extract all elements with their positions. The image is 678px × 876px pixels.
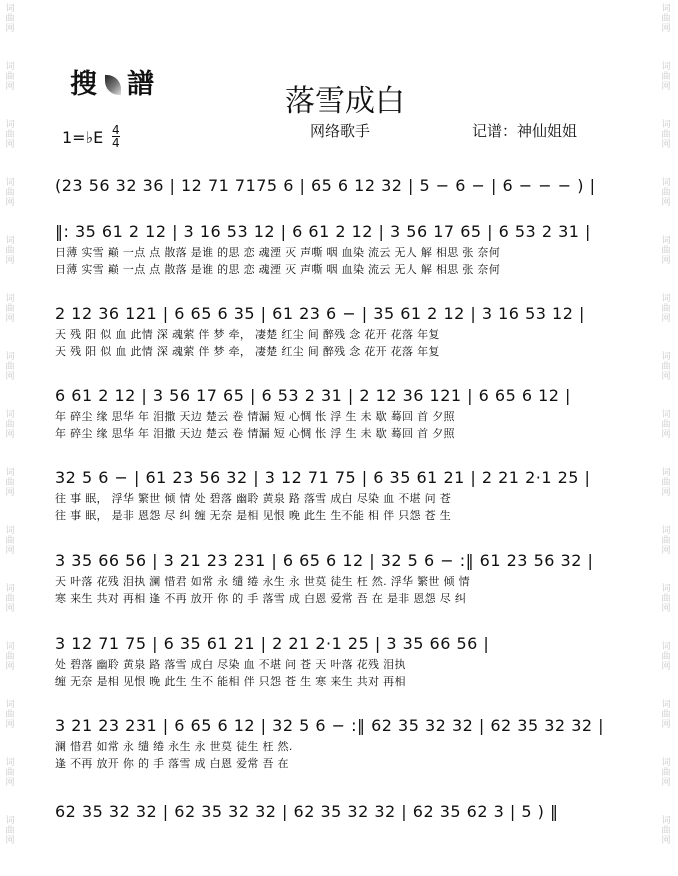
- watermark-text: 词 曲 网: [5, 642, 15, 672]
- watermark-text: 词 曲 网: [5, 700, 15, 730]
- logo-text-a: 搜: [70, 69, 99, 100]
- notes-line: 2 12 36 121 | 6 65 6 35 | 61 23 6 − | 35 61 2 12 | 3 16 53 12 |: [55, 304, 585, 323]
- lyric-line-1: 年 碎尘 缘 思华 年 泪撒 天边 楚云 卷 情漏 短 心惆 怅 浮 生 未 歇 蓦回 首 夕照: [55, 410, 455, 423]
- song-title: 落雪成白: [285, 84, 405, 119]
- watermark-text: 词 曲 网: [5, 4, 15, 34]
- watermark-text: 词 曲 网: [661, 352, 671, 382]
- lyric-line-1: 往 事 眠， 浮华 繁世 倾 情 处 碧落 幽聆 黄泉 路 落雪 成白 尽染 血 不堪 问 苍: [55, 492, 452, 505]
- watermark-text: 词 曲 网: [661, 816, 671, 846]
- watermark-text: 词 曲 网: [5, 758, 15, 788]
- notes-line: (23 56 32 36 | 12 71 7175 6 | 65 6 12 32 | 5 − 6 − | 6 − − − ) |: [55, 176, 596, 195]
- watermark-text: 词 曲 网: [5, 62, 15, 92]
- watermark-text: 词 曲 网: [5, 584, 15, 614]
- watermark-text: 词 曲 网: [661, 178, 671, 208]
- watermark-text: 词 曲 网: [661, 700, 671, 730]
- watermark-text: 词 曲 网: [661, 62, 671, 92]
- lyric-line-2: 天 残 阳 似 血 此情 深 魂萦 伴 梦 牵， 凄楚 红尘 间 醉残 念 花开 花落 年复: [55, 345, 440, 358]
- watermark-text: 词 曲 网: [661, 4, 671, 34]
- lyric-line-1: 日薄 实雪 巅 一点 点 散落 是谁 的思 恋 魂湮 灭 声嘶 咽 血染 流云 无人 解 相思 张 奈何: [55, 246, 501, 259]
- recorder-label: 记谱：神仙姐姐: [472, 122, 578, 140]
- watermark-text: 词 曲 网: [5, 526, 15, 556]
- watermark-text: 词 曲 网: [661, 642, 671, 672]
- lyric-line-2: 逢 不再 放开 你 的 手 落雪 成 白恩 爱常 吾 在: [55, 757, 289, 770]
- lyric-line-1: 处 碧落 幽聆 黄泉 路 落雪 成白 尽染 血 不堪 问 苍 天 叶落 花残 泪执: [55, 658, 406, 671]
- watermark-text: 词 曲 网: [661, 120, 671, 150]
- watermark-text: 词 曲 网: [5, 236, 15, 266]
- notes-line: ‖: 35 61 2 12 | 3 16 53 12 | 6 61 2 12 | 3 56 17 65 | 6 53 2 31 |: [55, 222, 591, 241]
- watermark-text: 词 曲 网: [661, 410, 671, 440]
- notes-line: 62 35 32 32 | 62 35 32 32 | 62 35 32 32 | 62 35 62 3 | 5 ) ‖: [55, 802, 559, 821]
- watermark-text: 词 曲 网: [661, 584, 671, 614]
- right-watermark-column: [660, 0, 674, 876]
- time-top: 4: [112, 123, 120, 137]
- watermark-text: 词 曲 网: [661, 468, 671, 498]
- watermark-text: 词 曲 网: [661, 294, 671, 324]
- lyric-line-1: 天 残 阳 似 血 此情 深 魂萦 伴 梦 牵， 凄楚 红尘 间 醉残 念 花开 花落 年复: [55, 328, 440, 341]
- logo: [70, 62, 156, 101]
- left-watermark-column: [4, 0, 18, 876]
- watermark-text: 词 曲 网: [661, 758, 671, 788]
- notes-line: 3 35 66 56 | 3 21 23 231 | 6 65 6 12 | 32 5 6 − :‖ 61 23 56 32 |: [55, 551, 594, 570]
- lyric-line-1: 澜 惜君 如常 永 缱 绻 永生 永 世莫 徒生 枉 然.: [55, 740, 293, 753]
- time-signature: [112, 124, 120, 149]
- lyric-line-2: 日薄 实雪 巅 一点 点 散落 是谁 的思 恋 魂湮 灭 声嘶 咽 血染 流云 无人 解 相思 张 奈何: [55, 263, 501, 276]
- key-signature: 1=♭E: [62, 128, 104, 147]
- lyric-line-2: 往 事 眠， 是非 恩怨 尽 纠 缠 无奈 是相 见恨 晚 此生 生不能 相 伴 只怨 苍 生: [55, 509, 452, 522]
- watermark-text: 词 曲 网: [661, 526, 671, 556]
- watermark-text: 词 曲 网: [5, 120, 15, 150]
- watermark-text: 词 曲 网: [5, 294, 15, 324]
- watermark-text: 词 曲 网: [5, 816, 15, 846]
- leaf-icon: [105, 75, 121, 95]
- time-bottom: 4: [112, 136, 120, 150]
- watermark-text: 词 曲 网: [5, 352, 15, 382]
- watermark-text: 词 曲 网: [5, 468, 15, 498]
- lyric-line-1: 天 叶落 花残 泪执 澜 惜君 如常 永 缱 绻 永生 永 世莫 徒生 枉 然. 浮华 繁世 倾 情: [55, 575, 470, 588]
- notes-line: 3 12 71 75 | 6 35 61 21 | 2 21 2·1 25 | 3 35 66 56 |: [55, 634, 490, 653]
- notes-line: 32 5 6 − | 61 23 56 32 | 3 12 71 75 | 6 35 61 21 | 2 21 2·1 25 |: [55, 468, 591, 487]
- singer-label: 网络歌手: [310, 122, 371, 140]
- watermark-text: 词 曲 网: [5, 410, 15, 440]
- notes-line: 6 61 2 12 | 3 56 17 65 | 6 53 2 31 | 2 12 36 121 | 6 65 6 12 |: [55, 386, 571, 405]
- lyric-line-2: 年 碎尘 缘 思华 年 泪撒 天边 楚云 卷 情漏 短 心惆 怅 浮 生 未 歇 蓦回 首 夕照: [55, 427, 455, 440]
- notes-line: 3 21 23 231 | 6 65 6 12 | 32 5 6 − :‖ 62 35 32 32 | 62 35 32 32 |: [55, 716, 605, 735]
- lyric-line-2: 寒 来生 共对 再相 逢 不再 放开 你 的 手 落雪 成 白恩 爱常 吾 在 是非 恩怨 尽 纠: [55, 592, 467, 605]
- watermark-text: 词 曲 网: [5, 178, 15, 208]
- watermark-text: 词 曲 网: [661, 236, 671, 266]
- lyric-line-2: 缠 无奈 是相 见恨 晚 此生 生不 能相 伴 只怨 苍 生 寒 来生 共对 再相: [55, 675, 406, 688]
- logo-text-b: 譜: [127, 69, 156, 100]
